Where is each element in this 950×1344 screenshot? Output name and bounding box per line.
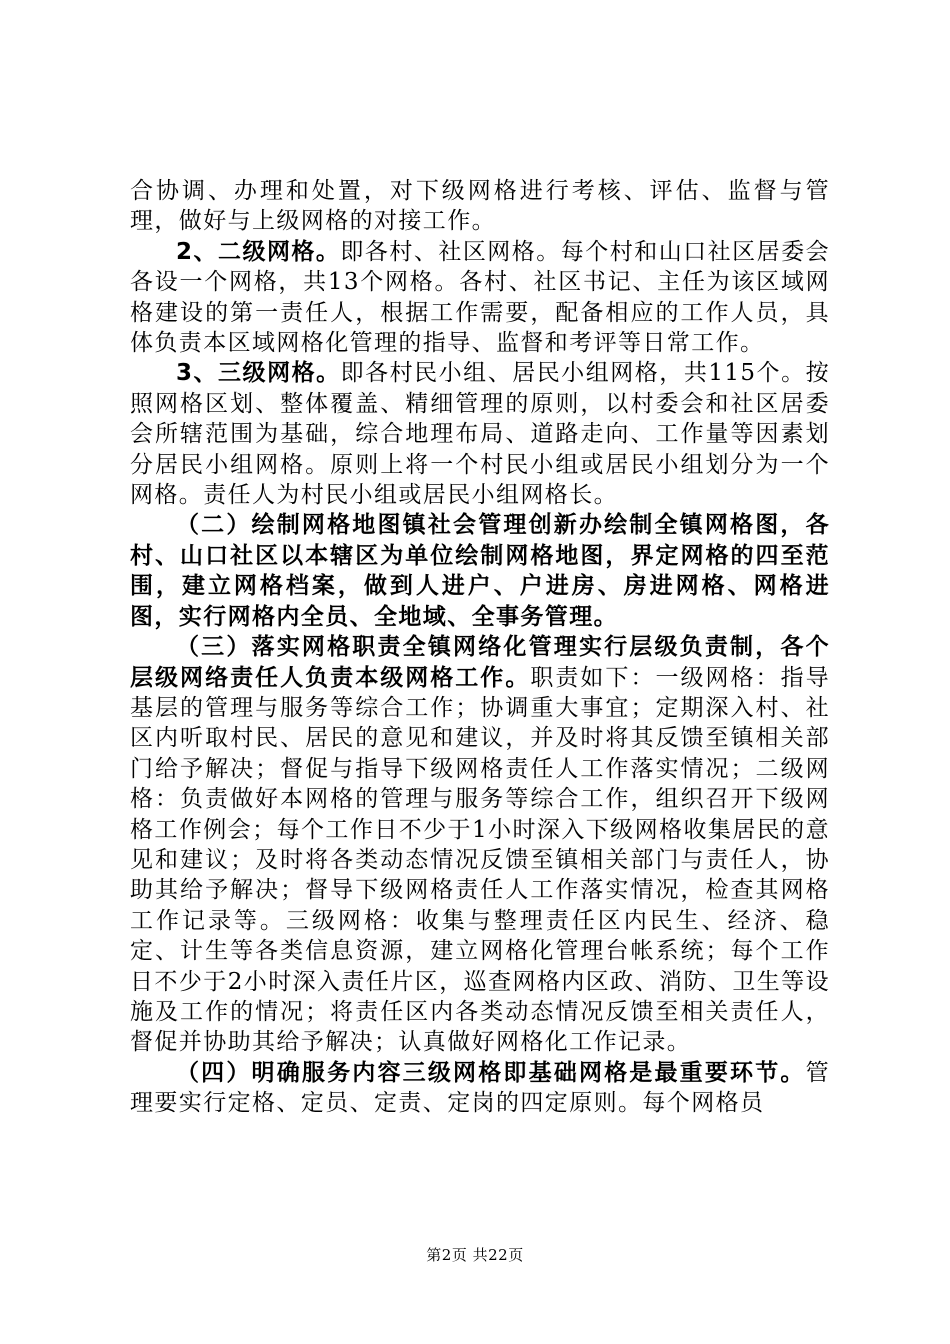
paragraph-lead: 2、二级网格。 — [176, 238, 341, 265]
paragraph-text: 即各村民小组、居民小组网格，共115个。按照网格区划、整体覆盖、精细管理的原则，以村委会和社区居委会所辖范围为基础，综合地理布局、道路走向、工作量等因素划分居民小组网格。原则上将一个村民小组或居民小组划分为一个网格。责任人为村民小组或居民小组网格长。 — [130, 360, 830, 509]
paragraph-lead: （四）明确服务内容三级网格即基础网格是最重要环节。 — [176, 1059, 806, 1086]
paragraph-second-level-grid — [130, 237, 830, 359]
paragraph-grid-map — [130, 510, 830, 632]
paragraph-text: 合协调、办理和处置，对下级网格进行考核、评估、监督与管理，做好与上级网格的对接工作。 — [130, 178, 830, 235]
paragraph-lead: 3、三级网格。 — [176, 360, 341, 387]
document-body — [130, 176, 830, 1119]
paragraph-text: 职责如下：一级网格：指导基层的管理与服务等综合工作；协调重大事宜；定期深入村、社区内听取村民、居民的意见和建议，并及时将其反馈至镇相关部门给予解决；督促与指导下级网格责任人工作落实情况；二级网格：负责做好本网格的管理与服务等综合工作，组织召开下级网格工作例会；每个工作日不少于1小时深入下级网格收集居民的意见和建议；及时将各类动态情况反馈至镇相关部门与责任人，协助其给予解决；督导下级网格责任人工作落实情况，检查其网格工作记录等。三级网格：收集与整理责任区内民生、经济、稳定、计生等各类信息资源，建立网格化管理台帐系统；每个工作日不少于2小时深入责任片区，巡查网格内区政、消防、卫生等设施及工作的情况；将责任区内各类动态情况反馈至相关责任人，督促并协助其给予解决；认真做好网格化工作记录。 — [130, 664, 830, 1056]
paragraph-text: 即各村、社区网格。每个村和山口社区居委会各设一个网格，共13个网格。各村、社区书记、主任为该区域网格建设的第一责任人，根据工作需要，配备相应的工作人员，具体负责本区域网格化管理的指导、监督和考评等日常工作。 — [130, 238, 831, 357]
paragraph-lead: （三）落实网格职责全镇网络化管理实行层级负责制，各个层级网络责任人负责本级网格工作。 — [130, 634, 830, 691]
paragraph-third-level-grid — [130, 358, 830, 510]
paragraph-continuation — [130, 176, 830, 237]
paragraph-grid-duties — [130, 632, 830, 1058]
page-number-footer: 第2页 共22页 — [426, 1246, 524, 1264]
paragraph-text: 管理要实行定格、定员、定责、定岗的四定原则。每个网格员 — [130, 1059, 830, 1117]
paragraph-service-content — [130, 1058, 830, 1119]
paragraph-lead: （二）绘制网格地图镇社会管理创新办绘制全镇网格图，各村、山口社区以本辖区为单位绘制网格地图，界定网格的四至范围，建立网格档案，做到人进户、户进房、房进网格、网格进图，实行网格内全员、全地域、全事务管理。 — [130, 512, 830, 630]
